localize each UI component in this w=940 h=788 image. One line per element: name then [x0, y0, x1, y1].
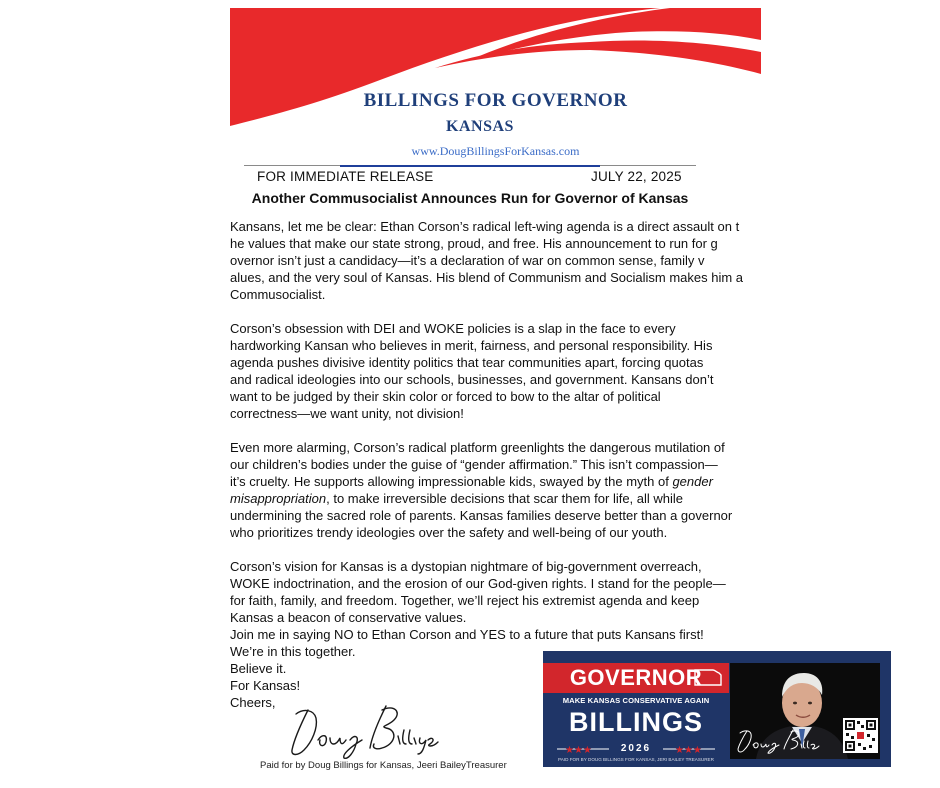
- body-line: [230, 490, 762, 507]
- release-date: JULY 22, 2025: [591, 169, 682, 184]
- body-line: We’re in this together.: [230, 644, 356, 659]
- body-emphasis: gender: [672, 474, 713, 489]
- paid-for-disclaimer: Paid for by Doug Billings for Kansas, Jeeri BaileyTreasurer: [260, 760, 507, 771]
- body-line: correctness—we want unity, not division!: [230, 406, 464, 421]
- campaign-ad-card: [543, 651, 891, 767]
- body-line: hardworking Kansan who believes in merit, fairness, and personal responsibility. His: [230, 338, 713, 353]
- release-label: FOR IMMEDIATE RELEASE: [257, 169, 434, 184]
- qr-code[interactable]: [843, 718, 878, 753]
- body-text: , to make irreversible decisions that scar them for life, all while: [326, 491, 684, 506]
- body-line: Believe it.: [230, 661, 287, 676]
- body-line: want to be judged by their skin color or forced to bow to the altar of political: [230, 389, 661, 404]
- body-line: Even more alarming, Corson’s radical platform greenlights the dangerous mutilation of: [230, 440, 725, 455]
- press-release-headline: Another Commusocialist Announces Run for Governor of Kansas: [251, 190, 689, 206]
- body-line: Corson’s obsession with DEI and WOKE policies is a slap in the face to every: [230, 321, 676, 336]
- body-line: and radical ideologies into our schools, businesses, and government. Kansans don’t: [230, 372, 714, 387]
- body-text: it’s cruelty. He supports allowing impressionable kids, swayed by the myth of: [230, 474, 673, 489]
- body-line: Kansans, let me be clear: Ethan Corson’s radical left-wing agenda is a direct assault on t: [230, 219, 740, 234]
- body-emphasis: misappropriation: [230, 491, 327, 506]
- campaign-state: KANSAS: [446, 118, 514, 135]
- campaign-title: BILLINGS FOR GOVERNOR: [363, 90, 628, 111]
- body-line: Corson’s vision for Kansas is a dystopian nightmare of big-government overreach,: [230, 559, 702, 574]
- body-line: who prioritizes trendy ideologies over the safety and well-being of our youth.: [230, 525, 668, 540]
- body-line: Kansas a beacon of conservative values.: [230, 610, 467, 625]
- body-line: Commusocialist.: [230, 287, 326, 302]
- ad-candidate-name: BILLINGS: [569, 707, 703, 737]
- signature: [282, 700, 442, 762]
- body-line: Cheers,: [230, 695, 276, 710]
- body-line: [230, 473, 762, 490]
- ad-paid-for-disclaimer: PAID FOR BY DOUG BILLINGS FOR KANSAS, JERI BAILEY TREASURER: [558, 757, 714, 762]
- body-line: undermining the sacred role of parents. Kansas families deserve better than a governor: [230, 508, 733, 523]
- svg-text:★★★: ★★★: [565, 745, 592, 756]
- ad-office-title: GOVERNOR: [569, 665, 703, 690]
- body-line: alues, and the very soul of Kansas. His blend of Communism and Socialism makes him a: [230, 270, 744, 285]
- body-line: he values that make our state strong, proud, and free. His announcement to run for g: [230, 236, 718, 251]
- body-line: agenda pushes divisive identity politics that tear communities apart, forcing quotas: [230, 355, 704, 370]
- body-line: our children’s bodies under the guise of “gender affirmation.” This isn’t compassion—: [230, 457, 718, 472]
- ad-election-year: 2026: [620, 743, 652, 754]
- ad-tagline: MAKE KANSAS CONSERVATIVE AGAIN: [562, 696, 710, 705]
- ad-signature: [733, 727, 825, 755]
- body-line: overnor isn’t just a candidacy—it’s a declaration of war on common sense, family v: [230, 253, 705, 268]
- campaign-website-link[interactable]: www.DougBillingsForKansas.com: [411, 144, 580, 158]
- svg-text:★★★: ★★★: [675, 745, 702, 756]
- body-line: For Kansas!: [230, 678, 301, 693]
- body-line: Join me in saying NO to Ethan Corson and YES to a future that puts Kansans first!: [230, 627, 704, 642]
- body-line: for faith, family, and freedom. Together, we’ll reject his extremist agenda and keep: [230, 593, 700, 608]
- header-divider-accent: [340, 165, 600, 167]
- body-line: WOKE indoctrination, and the erosion of our God-given rights. I stand for the people—: [230, 576, 726, 591]
- press-release-body: [230, 218, 762, 711]
